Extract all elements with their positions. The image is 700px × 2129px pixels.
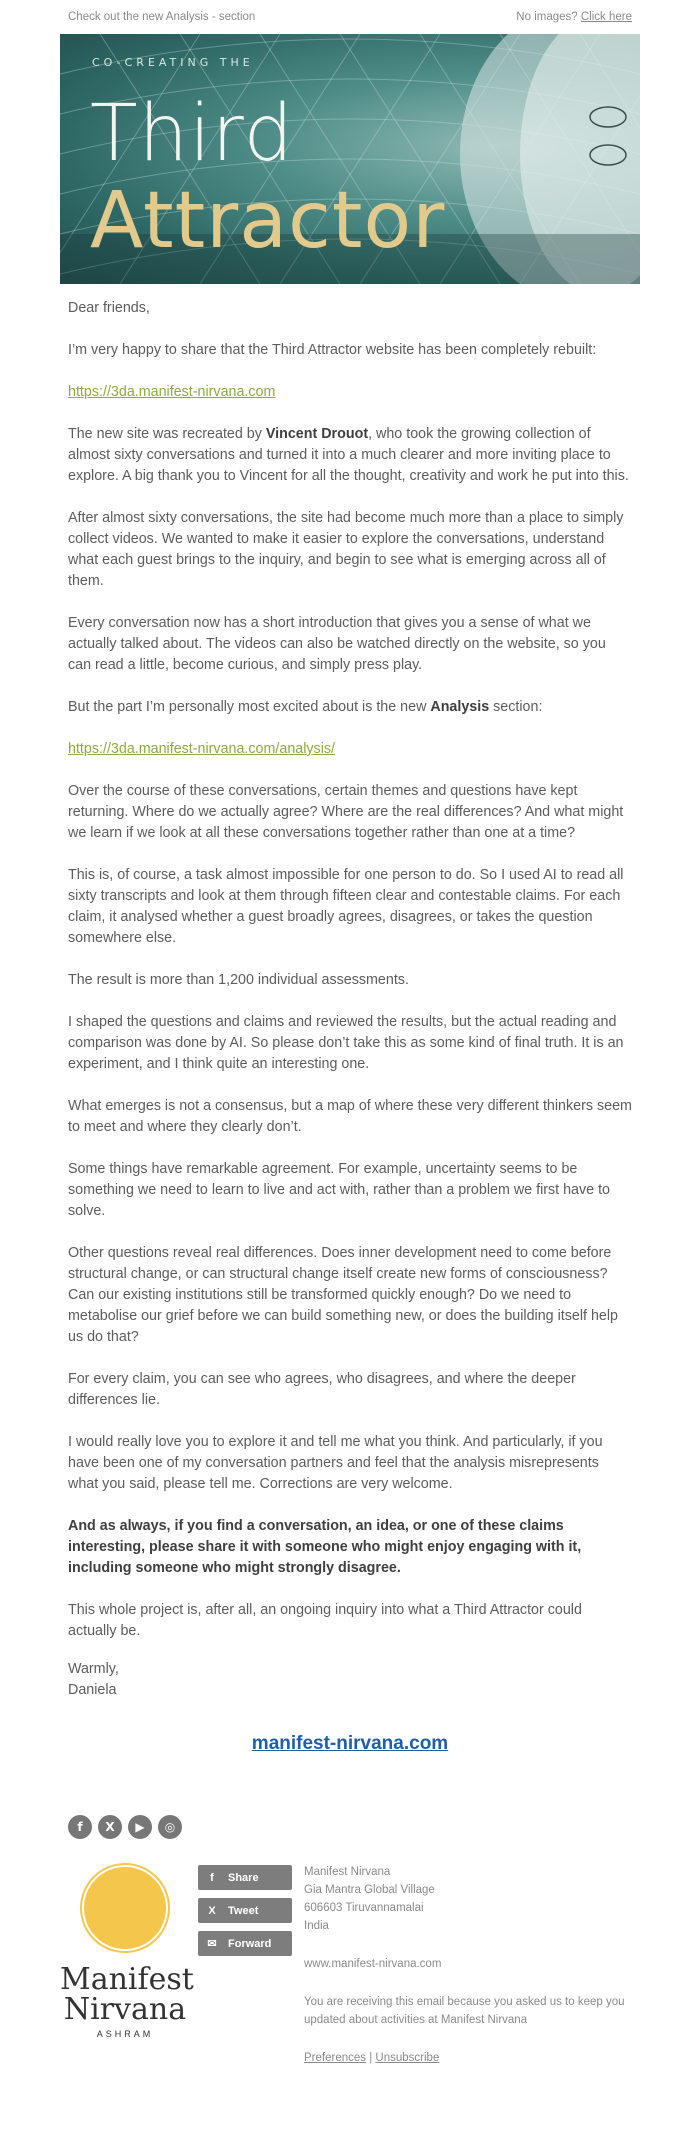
address-country: India xyxy=(304,1920,329,1932)
forward-label: Forward xyxy=(228,1937,272,1950)
social-icons xyxy=(60,1815,640,1839)
bold-paragraph xyxy=(68,1516,632,1579)
share-buttons xyxy=(198,1859,304,2067)
paragraph: I shaped the questions and claims and reviewed the results, but the actual reading and comparison was done by AI. So please don’t take this as some kind of final truth. It is an experiment, and I think quite an interesting one. xyxy=(68,1014,624,1072)
signature-block xyxy=(68,1659,632,1701)
paragraph: After almost sixty conversations, the site had become much more than a place to simply collect videos. We wanted to make it easier to explore the conversations, understand what each guest brings to the inquiry, and begin to see what is emerging across all of them. xyxy=(68,510,624,589)
signature: Daniela xyxy=(68,1682,117,1698)
text-span: , who took the growing collection of almost sixty conversations and turned it into a much clearer and more inviting place to explore. A big thank you to Vincent for all the thought, creativity and work he put into this. xyxy=(68,426,629,484)
text-span: section: xyxy=(489,699,543,715)
preferences-link[interactable]: Preferences xyxy=(304,2052,367,2064)
address-line: Gia Mantra Global Village xyxy=(304,1884,435,1896)
logo-line3: ASHRAM xyxy=(96,2029,154,2039)
footer-links xyxy=(304,2049,634,2067)
paragraph xyxy=(68,424,632,487)
forward-button[interactable] xyxy=(198,1931,292,1956)
analysis-link[interactable]: https://3da.manifest-nirvana.com/analysis/ xyxy=(68,741,335,757)
greeting: Dear friends, xyxy=(68,300,150,316)
paragraph: Every conversation now has a short introduction that gives you a sense of what we actually talked about. The videos can also be watched directly on the website, so you can read a little, become curious, and simply press play. xyxy=(68,615,606,673)
paragraph: This whole project is, after all, an ongoing inquiry into what a Third Attractor could actually be. xyxy=(68,1602,582,1639)
site-link-block xyxy=(60,1733,640,1755)
hero-kicker: CO-CREATING THE xyxy=(92,56,254,69)
unsubscribe-link[interactable]: Unsubscribe xyxy=(375,2052,440,2064)
paragraph: The result is more than 1,200 individual assessments. xyxy=(68,972,409,988)
footer xyxy=(60,1859,640,2067)
instagram-icon[interactable]: ◎ xyxy=(158,1815,182,1839)
text-span: But the part I’m personally most excited about is the new xyxy=(68,699,431,715)
youtube-icon[interactable]: ▶ xyxy=(128,1815,152,1839)
facebook-icon: f xyxy=(210,1871,214,1884)
paragraph: Over the course of these conversations, certain themes and questions have kept returning. Where do we actually agree? Where are the real differences? And what might we learn if we look at all these conversations together rather than one at a time? xyxy=(68,783,624,841)
address-block xyxy=(304,1859,634,2067)
bold-text: Analysis xyxy=(430,699,490,715)
hero-title-line1: Third xyxy=(90,89,294,179)
paragraph xyxy=(68,697,632,718)
site-link[interactable]: manifest-nirvana.com xyxy=(251,1733,449,1754)
sun-logo-icon xyxy=(82,1865,168,1951)
preheader-text: Check out the new Analysis - section xyxy=(68,11,256,23)
email-body xyxy=(60,284,640,1701)
paragraph: Some things have remarkable agreement. For example, uncertainty seems to be something we need to learn to live and act with, rather than a problem we first have to solve. xyxy=(68,1161,610,1219)
facebook-icon[interactable]: f xyxy=(68,1815,92,1839)
bold-name: Vincent Drouot xyxy=(265,426,369,442)
email-container xyxy=(60,0,640,2067)
preheader xyxy=(60,0,640,34)
website-link[interactable]: https://3da.manifest-nirvana.com xyxy=(68,384,276,400)
text-span: The new site was recreated by xyxy=(68,426,266,442)
paragraph: I’m very happy to share that the Third Attractor website has been completely rebuilt: xyxy=(68,342,597,358)
paragraph: Other questions reveal real differences. Does inner development need to come before structural change, or can structural change itself create new forms of consciousness? Can our existing institutions still be transformed quickly enough? Do we need to metabolise our grief before we can build something new, or does the building itself help us do that? xyxy=(68,1245,618,1345)
footer-web: www.manifest-nirvana.com xyxy=(304,1958,442,1970)
hero-banner xyxy=(60,34,640,284)
click-here-link[interactable]: Click here xyxy=(580,11,632,23)
paragraph: This is, of course, a task almost impossible for one person to do. So I used AI to read all sixty transcripts and look at them through fifteen clear and contestable claims. For each claim, it analysed whether a guest broadly agrees, disagrees, or takes the question somewhere else. xyxy=(68,867,624,946)
envelope-icon: ✉ xyxy=(207,1938,217,1950)
bold-text: And as always, if you find a conversation, an idea, or one of these claims interesting, please share it with someone who might enjoy engaging with it, including someone who might strongly disagree. xyxy=(68,1518,582,1576)
hero-title-line2: Attractor xyxy=(90,176,446,266)
paragraph: For every claim, you can see who agrees, who disagrees, and where the deeper differences lie. xyxy=(68,1371,576,1408)
paragraph: I would really love you to explore it and tell me what you think. And particularly, if you have been one of my conversation partners and feel that the analysis misrepresents what you said, please tell me. Corrections are very welcome. xyxy=(68,1434,603,1492)
org-name: Manifest Nirvana xyxy=(304,1866,391,1878)
logo xyxy=(60,1859,194,2067)
subscription-notice: You are receiving this email because you asked us to keep you updated about activities at Manifest Nirvana xyxy=(304,1996,625,2026)
address-line: 606603 Tiruvannamalai xyxy=(304,1902,424,1914)
x-icon: X xyxy=(208,1904,216,1917)
logo-line2: Nirvana xyxy=(63,1992,187,2027)
no-images-text: No images? xyxy=(516,11,581,23)
separator: | xyxy=(369,2052,373,2064)
tweet-button[interactable] xyxy=(198,1898,292,1923)
paragraph: What emerges is not a consensus, but a map of where these very different thinkers seem to meet and where they clearly don’t. xyxy=(68,1098,632,1135)
closing: Warmly, xyxy=(68,1661,119,1677)
share-label: Share xyxy=(228,1871,259,1884)
no-images-notice xyxy=(516,11,632,23)
tweet-label: Tweet xyxy=(228,1904,259,1917)
logo-line1: Manifest xyxy=(60,1962,194,1997)
link-paragraph xyxy=(68,382,632,403)
x-icon[interactable]: X xyxy=(98,1815,122,1839)
link-paragraph xyxy=(68,739,632,760)
share-button[interactable] xyxy=(198,1865,292,1890)
